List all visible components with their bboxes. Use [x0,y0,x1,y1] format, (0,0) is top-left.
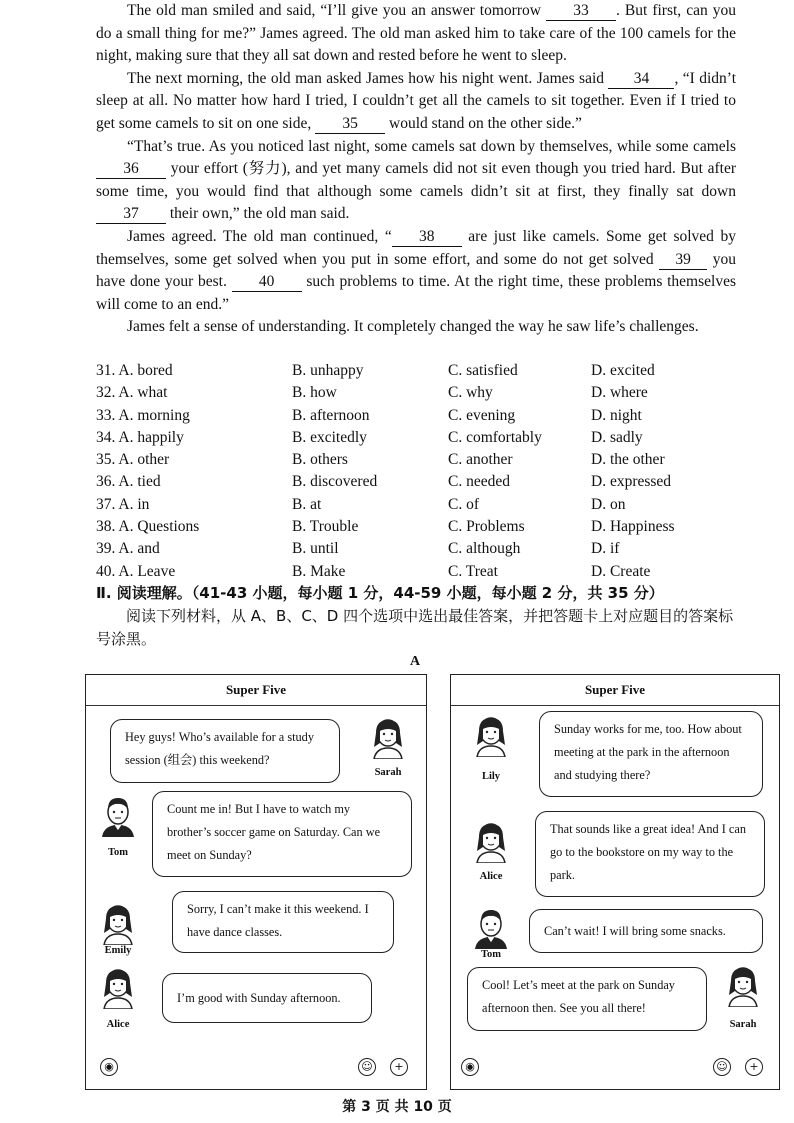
choice-row: 40. A. Leave B. Make C. Treat D. Create [96,562,651,580]
chat-title: Super Five [86,675,426,706]
avatar-name: Lily [481,771,501,782]
chat-window-left [85,674,427,1090]
blank-40: 40 [232,273,302,292]
choice-row: 33. A. morning B. afternoon C. evening D. night [96,406,642,424]
chat-message: Can’t wait! I will bring some snacks. [529,909,763,953]
choice-row: 36. A. tied B. discovered C. needed D. expressed [96,473,672,491]
chat-title: Super Five [451,675,779,706]
chat-message: Sorry, I can’t make it this weekend. I have dance classes. [172,891,394,953]
avatar-name: Tom [480,949,502,960]
emoji-icon[interactable]: ☺ [358,1058,376,1076]
avatar-name: Sarah [729,1019,757,1030]
page-footer: 第 3 页 共 10 页 [342,1099,452,1115]
cloze-passage [96,0,736,339]
chat-message: I’m good with Sunday afternoon. [162,973,372,1023]
voice-icon[interactable]: ◉ [461,1058,479,1076]
blank-39: 39 [659,251,707,270]
chat-message: Sunday works for me, too. How about meeting at the park in the afternoon and studying there? [539,711,763,797]
avatar [471,821,511,863]
avatar-name: Alice [106,1019,130,1030]
choice-row: 34. A. happily B. excitedly C. comfortably D. sadly [96,428,643,446]
choice-row: 39. A. and B. until C. although D. if [96,540,620,558]
section-heading: Ⅱ. 阅读理解。（41-43 小题，每小题 1 分，44-59 小题，每小题 2 分，共 35 分） [96,584,664,602]
choice-row: 35. A. other B. others C. another D. the other [96,451,665,469]
choice-row: 37. A. in B. at C. of D. on [96,495,626,513]
avatar-name: Tom [107,847,129,858]
blank-33: 33 [546,2,616,21]
avatar [723,965,763,1007]
avatar [471,907,511,949]
avatar-name: Alice [479,871,503,882]
emoji-icon[interactable]: ☺ [713,1058,731,1076]
blank-35: 35 [315,115,385,134]
paragraph-2: The next morning, the old man asked James how his night went. James said 34 , “I didn’t sleep at all. No matter how hard I tried, I couldn’t get all the camels to sit together. Even if I tried to get some camels to sit on one side, 35 would stand on the other side.” [96,69,736,132]
avatar [98,903,138,945]
choice-row: 32. A. what B. how C. why D. where [96,384,648,402]
blank-38: 38 [392,228,462,247]
choice-row: 31. A. bored B. unhappy C. satisfied D. excited [96,362,655,379]
chat-message: Hey guys! Who’s available for a study session (组会) this weekend? [110,719,340,783]
blank-37: 37 [96,205,166,224]
paragraph-3: “That’s true. As you noticed last night, some camels sat down by themselves, while some camels 36 your effort (努力), and yet many camels did not sit even though you tried hard. But after some time, you would find that although some camels didn’t sit at first, they finally sat down 37 their own,” the old man said. [96,137,736,223]
avatar-name: Emily [104,945,132,956]
chat-message: Cool! Let’s meet at the park on Sunday afternoon then. See you all there! [467,967,707,1031]
avatar [98,795,138,837]
chat-window-right [450,674,780,1090]
chat-message: That sounds like a great idea! And I can go to the bookstore on my way to the park. [535,811,765,897]
blank-36: 36 [96,160,166,179]
section-instruction: 阅读下列材料，从 A、B、C、D 四个选项中选出最佳答案，并把答题卡上对应题目的答案标号涂黑。 [96,607,734,648]
paragraph-4: James agreed. The old man continued, “ 38 are just like camels. Some get solved by themselves, some get solved when you put in some effort, and some do not get solved 39 you have done your best. 40 such problems to time. At the right time, these problems themselves will come to an end.” [96,227,736,313]
paragraph-5: James felt a sense of understanding. It completely changed the way he saw life’s challenges. [127,318,699,336]
avatar-name: Sarah [374,767,402,778]
plus-icon[interactable]: + [745,1058,763,1076]
avatar [98,967,138,1009]
reading-section [96,582,746,651]
voice-icon[interactable]: ◉ [100,1058,118,1076]
choice-list [96,360,746,583]
chat-message: Count me in! But I have to watch my brother’s soccer game on Saturday. Can we meet on Sunday? [152,791,412,877]
avatar [471,715,511,757]
plus-icon[interactable]: + [390,1058,408,1076]
avatar [368,717,408,759]
passage-label: A [410,654,421,669]
paragraph-1: The old man smiled and said, “I’ll give you an answer tomorrow 33 . But first, can you do a small thing for me?” James agreed. The old man asked him to take care of the 100 camels for the night, making sure that they all sat down and rested before he went to sleep. [96,2,736,65]
blank-34: 34 [608,70,674,89]
choice-row: 38. A. Questions B. Trouble C. Problems D. Happiness [96,518,675,536]
